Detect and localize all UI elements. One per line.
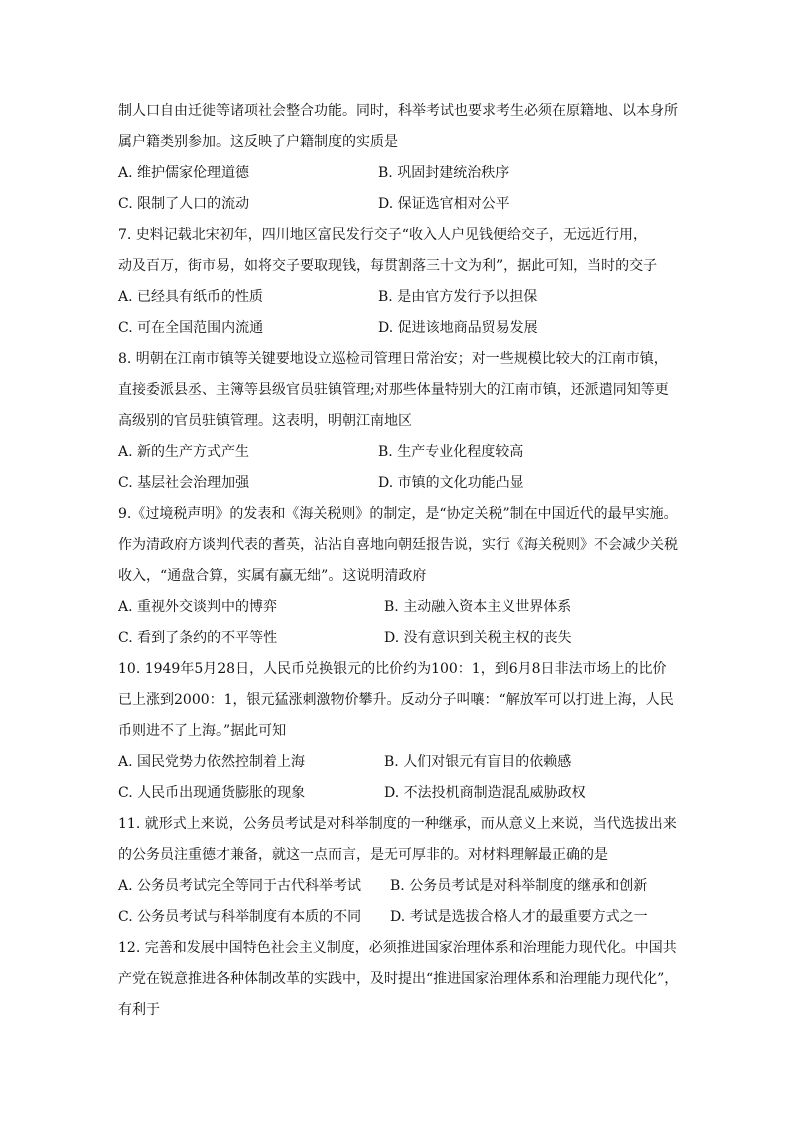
- question-11-options-row-1: [118, 871, 680, 902]
- question-6-option-c: C. 限制了人口的流动: [118, 196, 250, 212]
- question-9-option-a: A. 重视外交谈判中的博弈: [118, 599, 278, 615]
- question-10-option-b: B. 人们对银元有盲目的依赖感: [384, 754, 572, 770]
- question-7-option-a: A. 已经具有纸币的性质: [118, 289, 264, 305]
- question-11-option-a: A. 公务员考试完全等同于古代科举考试: [118, 878, 362, 894]
- question-11-option-b: B. 公务员考试是对科举制度的继承和创新: [390, 878, 648, 894]
- question-9-options-row-1: [118, 592, 680, 623]
- exam-page: [118, 96, 680, 1026]
- question-11-option-d: D. 考试是选拔合格人才的最重要方式之一: [390, 909, 648, 925]
- question-6-option-b: B. 巩固封建统治秩序: [378, 165, 510, 181]
- question-6-text-line-1: 制人口自由迁徙等诸项社会整合功能。同时，科举考试也要求考生必须在原籍地、以本身所: [118, 103, 678, 119]
- question-7-option-b: B. 是由官方发行予以担保: [378, 289, 538, 305]
- question-11-option-c: C. 公务员考试与科举制度有本质的不同: [118, 909, 362, 925]
- question-12-text-line-1: 12. 完善和发展中国特色社会主义制度，必须推进国家治理体系和治理能力现代化。中国共: [118, 940, 677, 956]
- question-8: [118, 344, 680, 499]
- question-7-options-row-1: [118, 282, 680, 313]
- question-10-text-line-2: 已上涨到2000：1，银元猛涨刺激物价攀升。反动分子叫嚷：“解放军可以打进上海，人民: [118, 692, 674, 708]
- question-10-option-c: C. 人民币出现通货膨胀的现象: [118, 785, 306, 801]
- question-9: [118, 499, 680, 654]
- question-11-text-line-1: 11. 就形式上来说，公务员考试是对科举制度的一种继承，而从意义上来说，当代选拔出来: [118, 816, 677, 832]
- question-12: [118, 933, 680, 1026]
- question-7-option-d: D. 促进该地商品贸易发展: [378, 320, 538, 336]
- question-6-options-row-1: [118, 158, 680, 189]
- question-10-text-line-1: 10. 1949年5月28日，人民币兑换银元的比价约为100：1，到6月8日非法市场上的比价: [118, 661, 667, 677]
- question-9-option-d: D. 没有意识到关税主权的丧失: [384, 630, 572, 646]
- question-8-text-line-1: 8. 明朝在江南市镇等关键要地设立巡检司管理日常治安；对一些规模比较大的江南市镇，: [118, 351, 668, 367]
- question-7-text-line-1: 7. 史料记载北宋初年，四川地区富民发行交子“收入人户见钱便给交子，无远近行用，: [118, 227, 647, 243]
- question-10-options-row-1: [118, 747, 680, 778]
- question-6-text-line-2: 属户籍类别参加。这反映了户籍制度的实质是: [118, 134, 398, 150]
- question-10-option-a: A. 国民党势力依然控制着上海: [118, 754, 306, 770]
- question-6-options-row-2: [118, 189, 680, 220]
- question-10: [118, 654, 680, 809]
- question-8-text-line-3: 高级别的官员驻镇管理。这表明，明朝江南地区: [118, 413, 412, 429]
- question-9-text-line-2: 作为清政府方谈判代表的耆英，沾沾自喜地向朝廷报告说，实行《海关税则》不会减少关税: [118, 537, 678, 553]
- question-7: [118, 220, 680, 344]
- question-8-options-row-2: [118, 468, 680, 499]
- question-7-text-line-2: 动及百万，街市易，如将交子要取现钱，每贯割落三十文为利”，据此可知，当时的交子: [118, 258, 658, 274]
- question-11: [118, 809, 680, 933]
- question-10-options-row-2: [118, 778, 680, 809]
- question-9-text-line-1: 9.《过境税声明》的发表和《海关税则》的制定，是“协定关税”制在中国近代的最早实施。: [118, 506, 678, 522]
- question-6: [118, 96, 680, 220]
- question-8-text-line-2: 直接委派县丞、主簿等县级官员驻镇管理;对那些体量特别大的江南市镇，还派遣同知等更: [118, 382, 669, 398]
- question-10-text-line-3: 币则进不了上海。”据此可知: [118, 723, 287, 739]
- question-9-text-line-3: 收入，“通盘合算，实属有赢无绌”。这说明清政府: [118, 568, 427, 584]
- question-8-option-a: A. 新的生产方式产生: [118, 444, 250, 460]
- question-8-option-d: D. 市镇的文化功能凸显: [378, 475, 524, 491]
- question-11-text-line-2: 的公务员注重德才兼备，就这一点而言，是无可厚非的。对材料理解最正确的是: [118, 847, 608, 863]
- question-10-option-d: D. 不法投机商制造混乱威胁政权: [384, 785, 586, 801]
- question-6-option-d: D. 保证选官相对公平: [378, 196, 510, 212]
- question-11-options-row-2: [118, 902, 680, 933]
- question-12-text-line-3: 有利于: [118, 1002, 160, 1018]
- question-9-options-row-2: [118, 623, 680, 654]
- question-6-option-a: A. 维护儒家伦理道德: [118, 165, 250, 181]
- question-9-option-b: B. 主动融入资本主义世界体系: [384, 599, 572, 615]
- question-12-text-line-2: 产党在锐意推进各种体制改革的实践中，及时提出“推进国家治理体系和治理能力现代化”，: [118, 971, 679, 987]
- question-7-option-c: C. 可在全国范围内流通: [118, 320, 264, 336]
- question-9-option-c: C. 看到了条约的不平等性: [118, 630, 278, 646]
- question-8-option-c: C. 基层社会治理加强: [118, 475, 250, 491]
- question-8-option-b: B. 生产专业化程度较高: [378, 444, 524, 460]
- question-7-options-row-2: [118, 313, 680, 344]
- question-8-options-row-1: [118, 437, 680, 468]
